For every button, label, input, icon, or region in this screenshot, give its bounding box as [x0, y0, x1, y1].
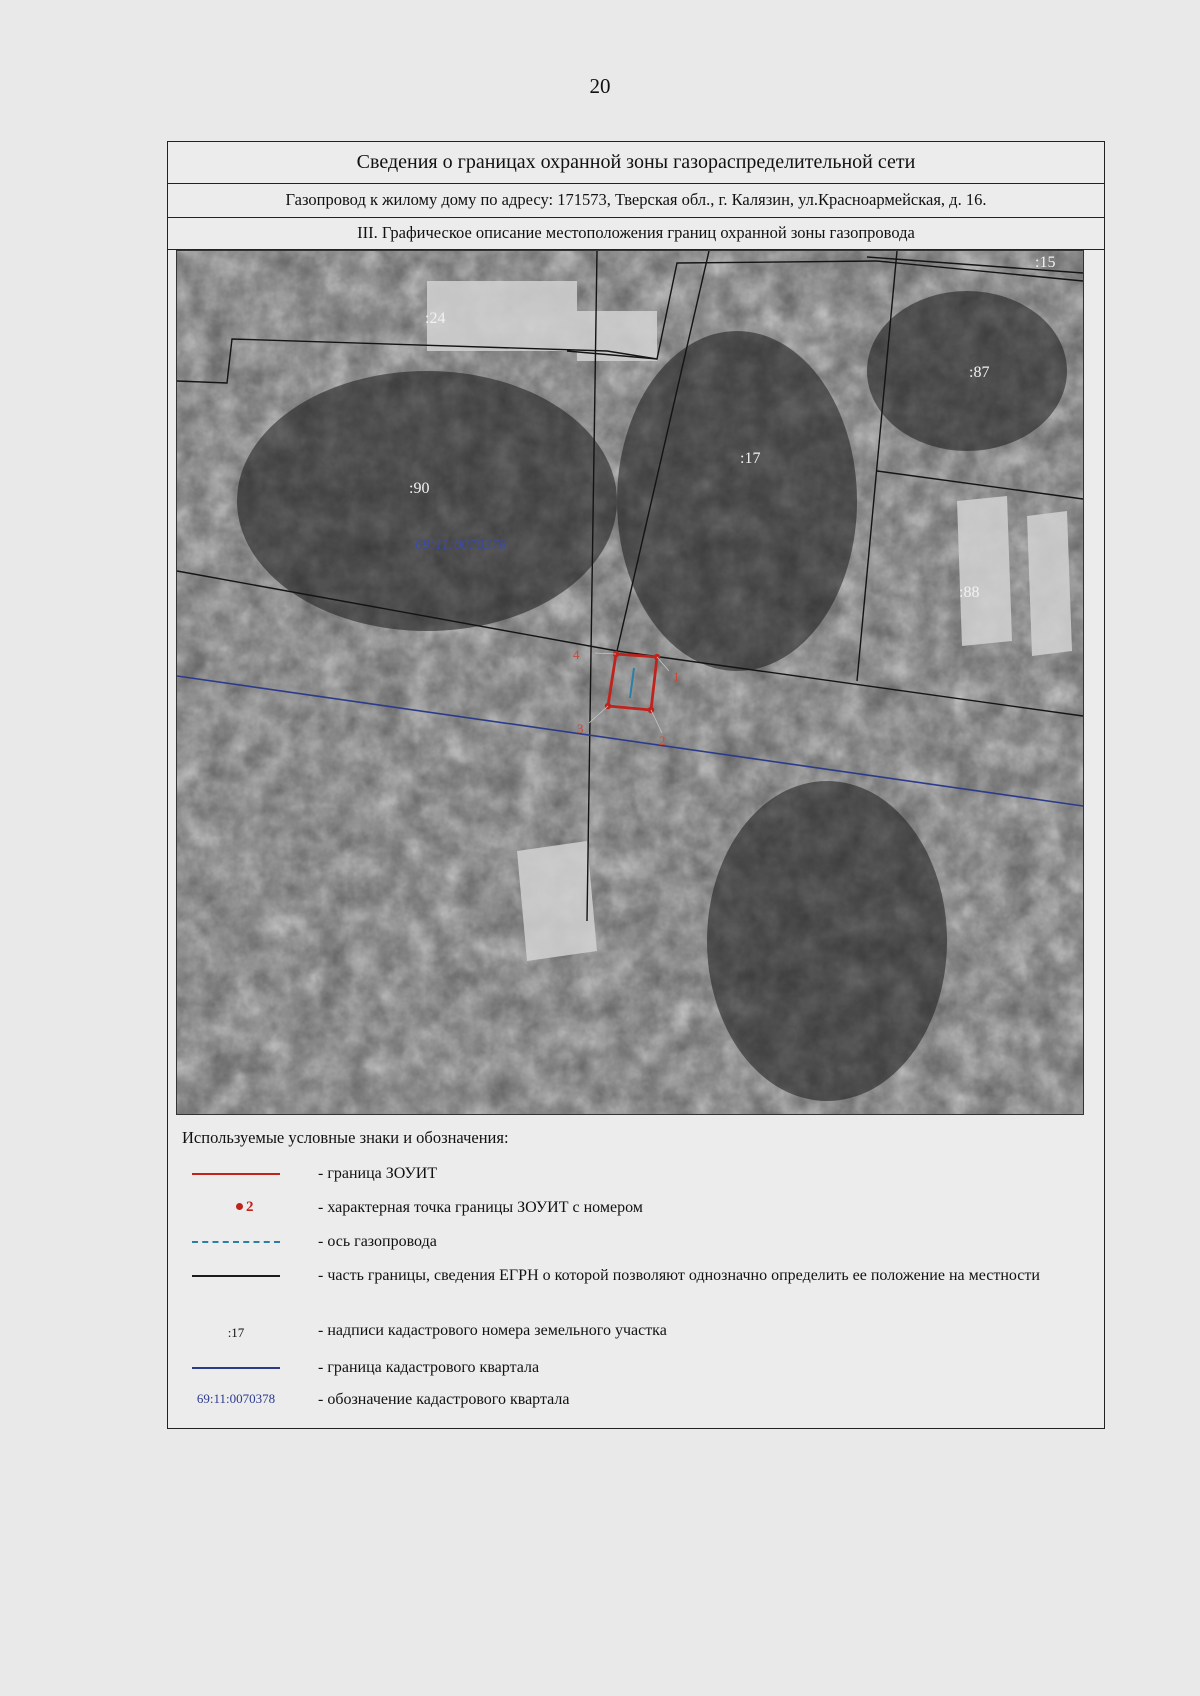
tree-mass-center [617, 331, 857, 671]
point-label-2: 2 [659, 733, 666, 748]
page-number: 20 [589, 74, 611, 98]
tree-mass-ne [867, 291, 1067, 451]
legend-symbol-parcel-label [182, 1320, 290, 1350]
object-address: Газопровод к жилому дому по адресу: 171573, Тверская обл., г. Калязин, ул.Красноармейская, д. 16. [168, 184, 1104, 218]
legend-text: - граница кадастрового квартала [318, 1359, 540, 1376]
legend-item-zone-boundary [168, 1160, 1098, 1190]
legend-item-egrn-boundary [168, 1262, 1098, 1312]
legend-text: - обозначение кадастрового квартала [318, 1391, 570, 1408]
legend-symbol-quarter-text: 69:11:0070378 [196, 1391, 276, 1406]
legend-item-parcel-label [168, 1320, 1098, 1350]
legend-text: - характерная точка границы ЗОУИТ с номером [318, 1199, 643, 1216]
legend-heading: Используемые условные знаки и обозначения: [182, 1128, 509, 1147]
legend-symbol-dashed-line [182, 1228, 290, 1258]
parcel-label-88: :88 [959, 584, 980, 601]
info-frame [167, 141, 1105, 1429]
parcel-label-87: :87 [969, 364, 990, 381]
legend-text: - часть границы, сведения ЕГРН о которой позволяют однозначно определить ее положение на местности [318, 1267, 1040, 1284]
building-east-1 [957, 496, 1012, 646]
legend-symbol-black-line [182, 1262, 290, 1292]
legend-item-gas-axis [168, 1228, 1098, 1258]
legend-symbol-navy-line [182, 1354, 290, 1384]
legend-symbol-red-point [182, 1194, 290, 1224]
legend-text: - ось газопровода [318, 1233, 437, 1250]
parcel-label-24: :24 [425, 310, 446, 327]
legend-text: - надписи кадастрового номера земельного участка [318, 1322, 667, 1339]
point-label-3: 3 [577, 721, 584, 736]
legend-item-zone-point [168, 1194, 1098, 1224]
aerial-map [176, 250, 1084, 1115]
legend-symbol-parcel-text: :17 [227, 1325, 245, 1340]
parcel-label-90: :90 [409, 480, 430, 497]
document-title: Сведения о границах охранной зоны газораспределительной сети [168, 142, 1104, 184]
quarter-label: 69:11:0070378 [415, 537, 507, 553]
map-drawing [177, 251, 1083, 1114]
tree-mass-south [707, 781, 947, 1101]
legend-symbol-quarter-label [182, 1386, 290, 1416]
parcel-label-17: :17 [740, 450, 761, 467]
building-east-2 [1027, 511, 1072, 656]
point-label-1: 1 [673, 669, 680, 684]
legend-item-quarter-boundary [168, 1354, 1098, 1384]
light-patch [517, 841, 597, 961]
legend-symbol-point-number: 2 [246, 1199, 254, 1215]
point-label-4: 4 [573, 647, 580, 662]
parcel-label-15: :15 [1035, 254, 1056, 271]
legend-symbol-red-line [182, 1160, 290, 1190]
legend-text: - граница ЗОУИТ [318, 1165, 438, 1182]
section-title: III. Графическое описание местоположения границ охранной зоны газопровода [168, 218, 1104, 250]
building-top [427, 281, 577, 351]
legend-item-quarter-label [168, 1386, 1098, 1416]
